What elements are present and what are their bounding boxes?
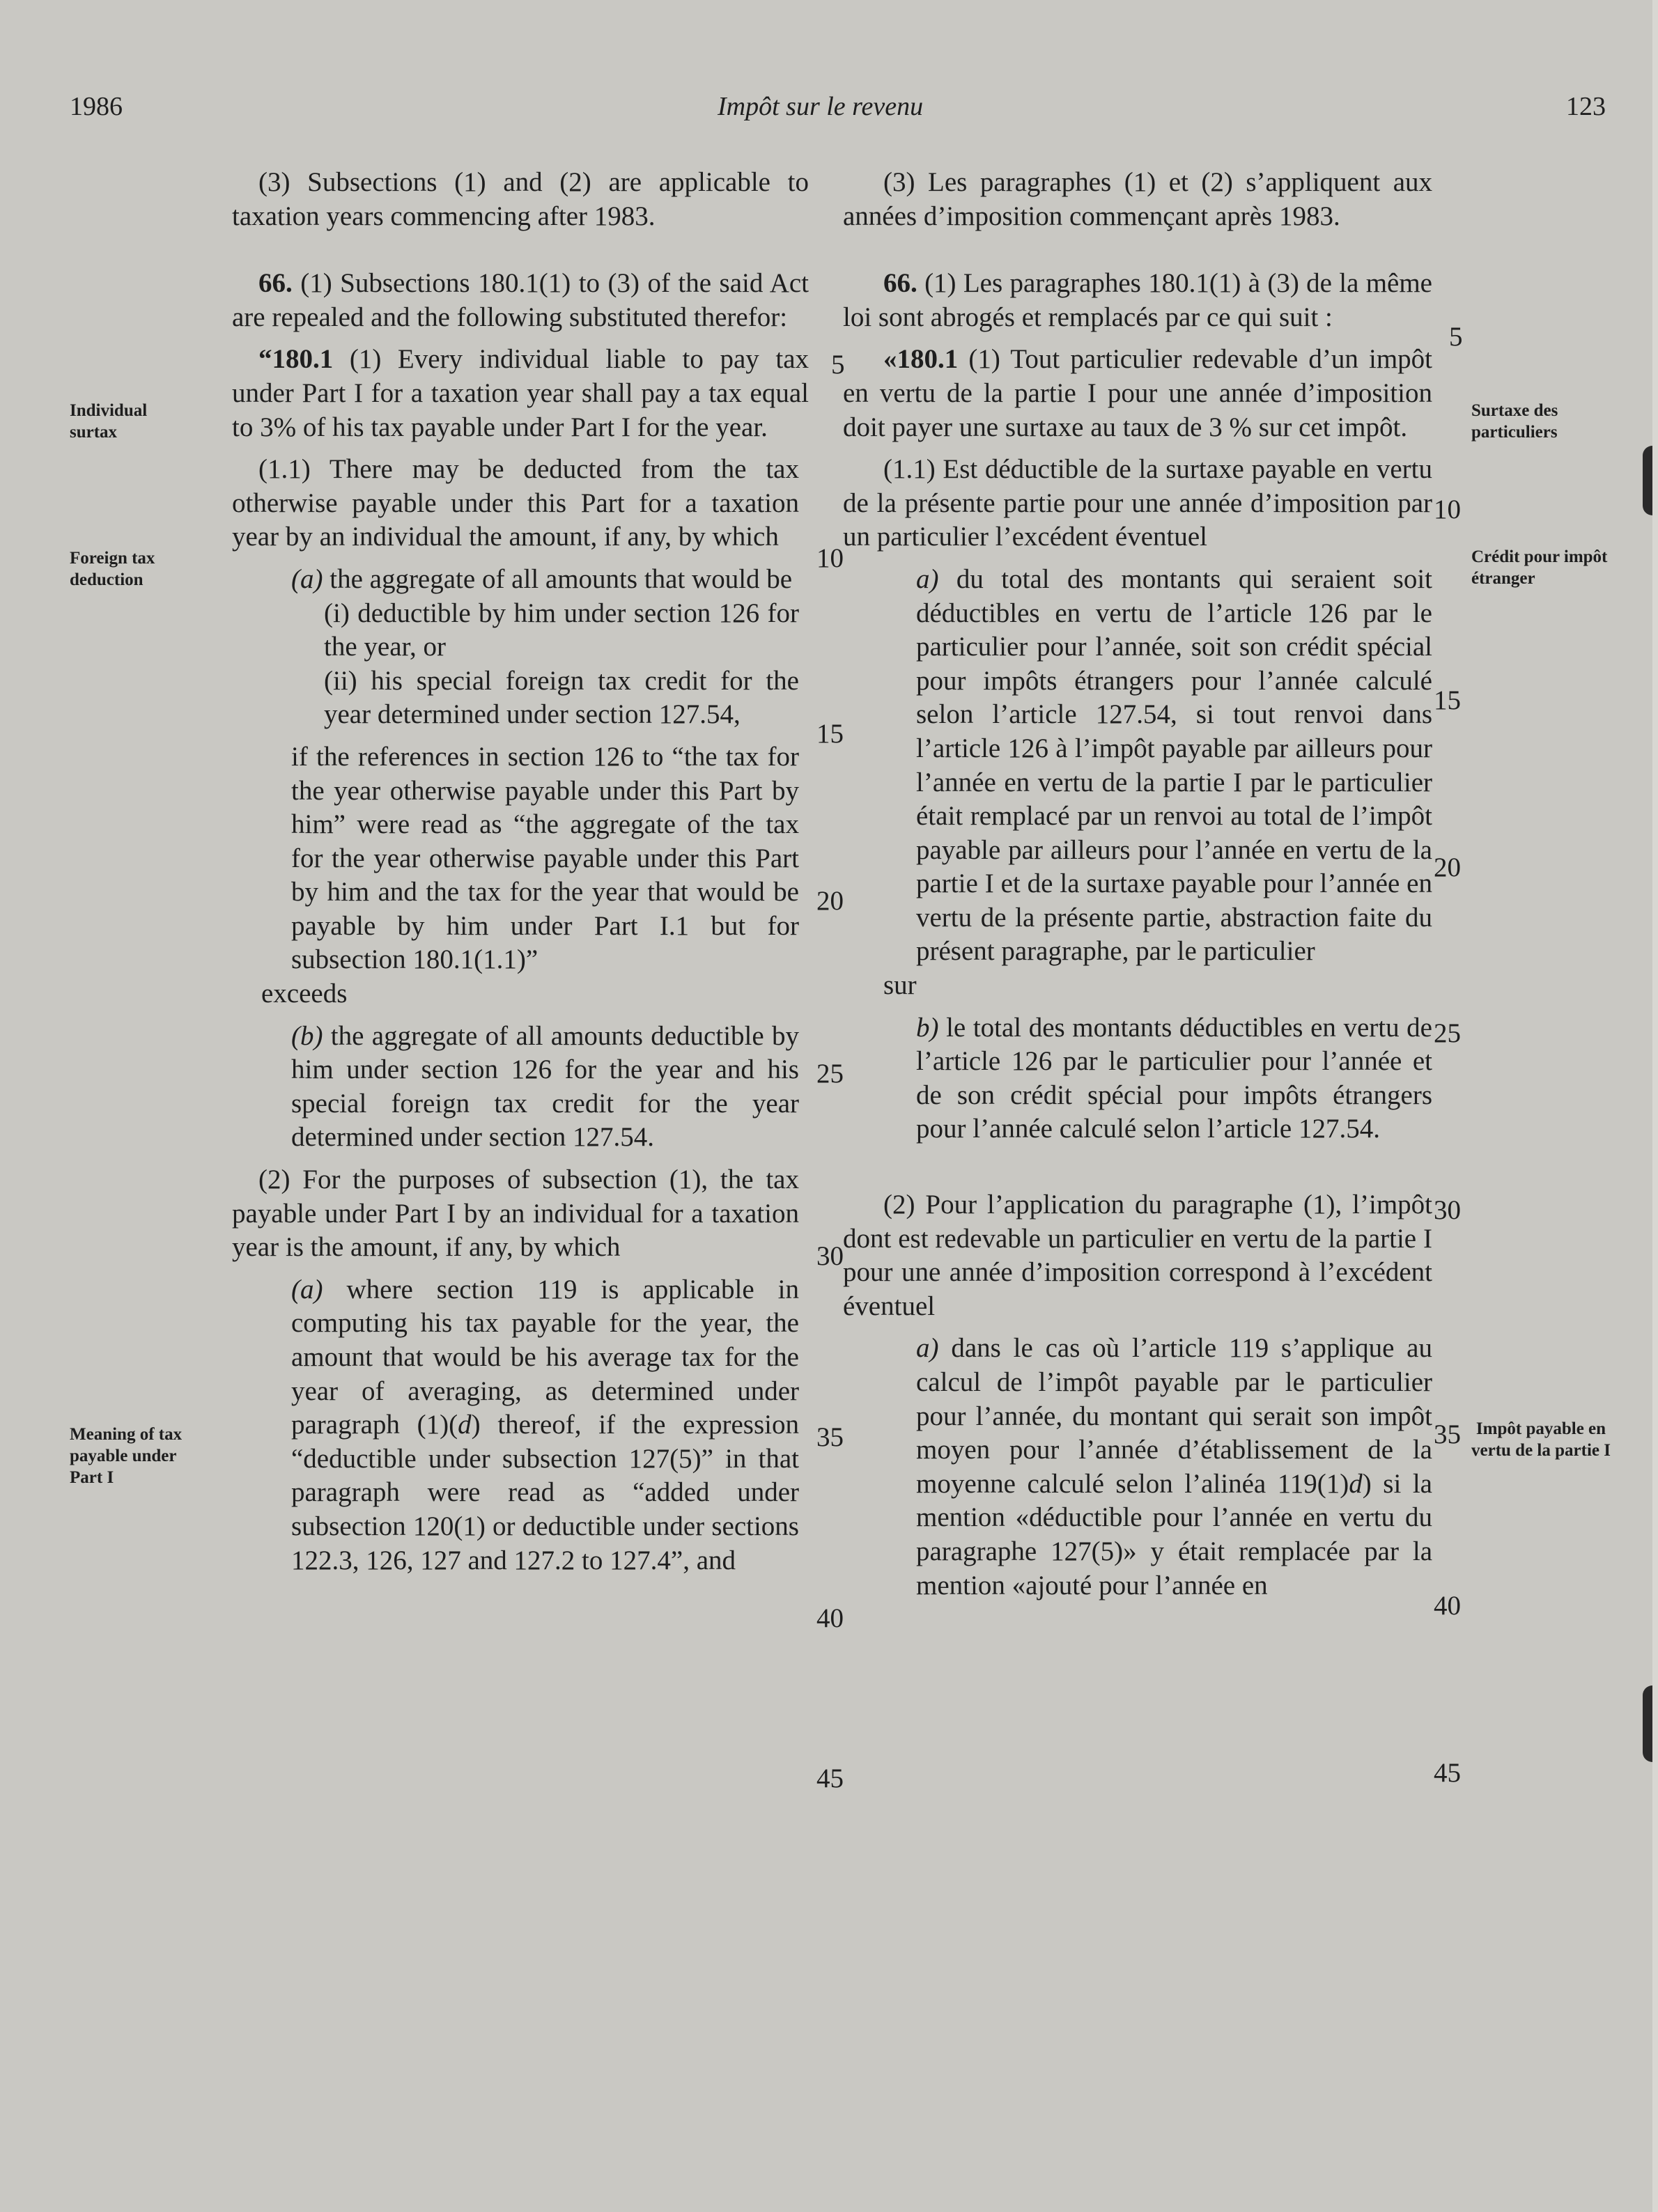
- english-line-number-40: 40: [816, 1603, 844, 1633]
- french-paragraph-a2-d: d: [1349, 1468, 1363, 1499]
- english-section-180-1: [232, 343, 809, 444]
- margin-note-foreign-tax-deduction: Foreign tax deduction: [70, 549, 155, 589]
- english-paragraph-a2-text-1: where section 119 is applicable in computing his tax payable for the year, the amount that would be his average tax for the year of averaging, as determined under paragraph (1)(: [291, 1274, 799, 1440]
- french-paragraph-a2-text-1: dans le cas où l’article 119 s’applique au calcul de l’impôt payable par le particulier pour l’année, du montant qui serait son impôt moyen pour l’année d’établissement de la moyenne calculé selon l’alinéa 119(1): [916, 1333, 1432, 1499]
- french-line-number-35: 35: [1434, 1419, 1461, 1449]
- french-column: [843, 166, 1432, 1603]
- margin-note-impot-payable: Impôt payable en vertu de la partie I: [1471, 1419, 1611, 1460]
- english-paragraph-b: [291, 1020, 809, 1155]
- header-year: 1986: [70, 92, 123, 121]
- english-column: [232, 166, 809, 1578]
- french-paragraph-b: [916, 1011, 1432, 1146]
- french-paragraph-a-text: du total des montants qui seraient soit déductibles en vertu de l’article 126 par le particulier pour l’année, soit son crédit spécial pour impôts étrangers pour l’année calculé selon l’article 127.54, si tout renvoi dans l’article 126 à l’impôt payable par ailleurs pour l’année en vertu de la partie I par le particulier était remplacé par un renvoi au total de l’impôt payable par ailleurs pour l’année en vertu de la partie I et de la surtaxe payable pour l’année en vertu de la présente partie, abstraction faite du présent paragraphe, par le particulier: [916, 563, 1432, 967]
- english-paragraph-b-text: the aggregate of all amounts deductible by him under section 126 for the year and his special foreign tax credit for the year determined under section 127.54.: [291, 1020, 799, 1153]
- english-exceeds: exceeds: [261, 979, 348, 1009]
- french-line-number-15: 15: [1434, 685, 1461, 715]
- french-section-66: [843, 267, 1432, 334]
- header-page-number: 123: [1566, 92, 1606, 121]
- french-subsection-3: (3) Les paragraphes (1) et (2) s’appliquent aux années d’imposition commençant après 1983.: [843, 167, 1432, 231]
- margin-note-individual-surtax: Individual surtax: [70, 401, 148, 442]
- english-line-number-20: 20: [816, 886, 844, 916]
- french-paragraph-b-label: b): [916, 1012, 939, 1043]
- margin-note-meaning-of-tax: Meaning of tax payable under Part I: [70, 1425, 183, 1487]
- french-line-number-20: 20: [1434, 852, 1461, 882]
- english-section-180-1-text: (1) Every individual liable to pay tax under Part I for a taxation year shall pay a tax equal to 3% of his tax payable under Part I for the year.: [232, 344, 809, 442]
- english-section-180-1-number: “180.1: [258, 344, 334, 375]
- margin-note-credit-impot: Crédit pour impôt étranger: [1471, 547, 1608, 588]
- english-line-number-35: 35: [816, 1422, 844, 1452]
- french-section-180-1: [843, 343, 1432, 444]
- english-section-66-number: 66.: [258, 268, 293, 299]
- english-paragraph-a-label: (a): [291, 563, 323, 594]
- english-paragraph-a2-label: (a): [291, 1274, 323, 1304]
- french-section-66-text: (1) Les paragraphes 180.1(1) à (3) de la même loi sont abrogés et remplacés par ce qui suit :: [843, 268, 1432, 332]
- french-section-180-1-text: (1) Tout particulier redevable d’un impôt en vertu de la partie I pour une année d’imposition doit payer une surtaxe au taux de 3 % sur cet impôt.: [843, 344, 1432, 442]
- french-subsection-1-1: (1.1) Est déductible de la surtaxe payable en vertu de la présente partie pour une année d’imposition par un particulier l’excédent éventuel: [843, 454, 1432, 552]
- english-subsection-3: (3) Subsections (1) and (2) are applicable to taxation years commencing after 1983.: [232, 167, 809, 231]
- english-line-number-25: 25: [816, 1059, 844, 1089]
- english-subparagraph-ii: (ii) his special foreign tax credit for the year determined under section 127.54,: [324, 665, 799, 730]
- english-paragraph-a2-d: d: [458, 1410, 472, 1440]
- english-if-clause: if the references in section 126 to “the tax for the year otherwise payable under this Part by him” were read as “the aggregate of the tax for the year otherwise payable under this Part by him and the tax for the year that would be payable by him under Part I.1 but for subsection 180.1(1.1)”: [291, 741, 799, 975]
- english-section-66: [232, 267, 809, 334]
- french-paragraph-b-text: le total des montants déductibles en vertu de l’article 126 par le particulier pour l’année et de son crédit spécial pour impôts étrangers pour l’année calculé selon l’article 127.54.: [916, 1012, 1432, 1144]
- scan-right-edge: [1652, 0, 1658, 2212]
- french-line-number-30: 30: [1434, 1195, 1461, 1225]
- french-section-180-1-number: «180.1: [883, 344, 959, 375]
- english-subsection-1-1: (1.1) There may be deducted from the tax otherwise payable under this Part for a taxation year by an individual the amount, if any, by which: [232, 454, 799, 552]
- english-line-number-45: 45: [816, 1763, 844, 1793]
- header-title: Impôt sur le revenu: [718, 92, 924, 121]
- english-subparagraph-i: (i) deductible by him under section 126 for the year, or: [324, 598, 799, 662]
- english-paragraph-b-label: (b): [291, 1020, 323, 1051]
- english-paragraph-a2: [291, 1273, 809, 1578]
- french-subsection-2: (2) Pour l’application du paragraphe (1), l’impôt dont est redevable un particulier en vertu de la partie I pour une année d’imposition correspond à l’excédent éventuel: [843, 1190, 1432, 1321]
- french-line-number-25: 25: [1434, 1018, 1461, 1048]
- french-line-number-5: 5: [1449, 322, 1463, 352]
- english-section-66-text: (1) Subsections 180.1(1) to (3) of the said Act are repealed and the following substituted therefor:: [232, 268, 809, 332]
- french-paragraph-a: [916, 563, 1432, 969]
- english-line-number-15: 15: [816, 719, 844, 749]
- french-paragraph-a2-text-2: ) si la mention «déductible pour l’année en vertu du paragraphe 127(5)» y était remplacée par la mention «ajouté pour l’année en: [916, 1468, 1432, 1600]
- french-line-number-10: 10: [1434, 494, 1461, 524]
- french-paragraph-a2: [916, 1332, 1432, 1603]
- english-subsection-2: (2) For the purposes of subsection (1), the tax payable under Part I by an individual for a taxation year is the amount, if any, by which: [232, 1165, 799, 1263]
- french-line-number-40: 40: [1434, 1591, 1461, 1621]
- english-line-number-5: 5: [831, 350, 845, 380]
- english-line-number-10: 10: [816, 543, 844, 573]
- french-sur: sur: [883, 970, 917, 1001]
- french-section-66-number: 66.: [883, 268, 917, 299]
- french-line-number-45: 45: [1434, 1758, 1461, 1788]
- english-paragraph-a2-text-2: ) thereof, if the expression “deductible under subsection 127(5)” in that paragraph were read as “added under subsection 120(1) or deductible under sections 122.3, 126, 127 and 127.2 to 127.4”, and: [291, 1410, 799, 1575]
- english-paragraph-a: [291, 563, 809, 597]
- english-paragraph-a-text: the aggregate of all amounts that would be: [323, 563, 793, 594]
- french-paragraph-a2-label: a): [916, 1333, 939, 1364]
- margin-note-surtaxe: Surtaxe des particuliers: [1471, 401, 1558, 442]
- french-paragraph-a-label: a): [916, 563, 939, 594]
- english-line-number-30: 30: [816, 1241, 844, 1271]
